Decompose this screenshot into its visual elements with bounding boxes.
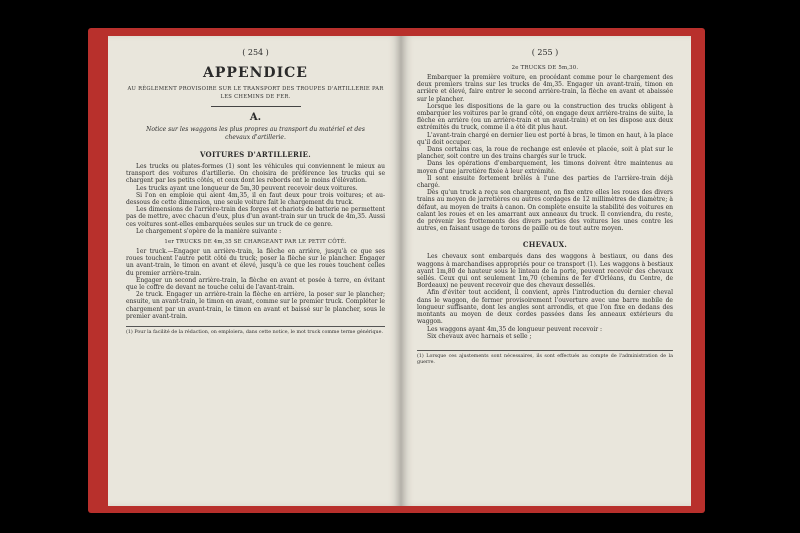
notice-title: Notice sur les waggons les plus propres au transport du matériel et des chevaux d'artillerie. [146,126,365,141]
section-heading: CHEVAUX. [522,240,568,250]
paragraph: 1er truck.—Engager un arrière-train, la flèche en arrière, jusqu'à ce que ses roues touchent l'autre petit côté du truck; poser la flèche sur le plancher. Engager un avant-train, le timon en avant et élevé, jusqu'à ce que les roues touchent celles du premier arrière-train. [126,248,385,277]
paragraph: Lorsque les dispositions de la gare ou la construction des trucks obligent à embarquer les voitures par le grand côté, on engage deux arrière-trains de suite, la flèche en arrière (ou un arrière-train et un avant-train) et on les dispose aux deux extrémités du truck, comme il a été dit plus haut. [417,102,673,132]
paragraph: Dans les opérations d'embarquement, les timons doivent être maintenus au moyen d'une jarretière fixée à leur extrémité. [417,160,673,175]
right-page [401,36,691,506]
paragraph: Afin d'éviter tout accident, il convient, après l'introduction du dernier cheval dans le waggon, de fermer provisoirement l'ouverture avec une barre mobile de longueur suffisante, dont les angles sont arrondis, et que l'on fixe en dedans des montants au moyen de deux cordes passées dans les anneaux extérieurs du waggon. [417,289,673,326]
paragraph: Les waggons ayant 4m,35 de longueur peuvent recevoir : [427,325,603,333]
paragraph: Il sont ensuite fortement brêlés à l'une des parties de l'arrière-train déjà chargé. [417,174,673,190]
section-letter: A. [249,112,262,123]
paragraph: Les trucks ayant une longueur de 5m,30 peuvent recevoir deux voitures. [136,184,358,192]
subheading: 1er TRUCKS DE 4m,35 SE CHARGEANT PAR LE PETIT CÔTÉ. [164,239,347,246]
subtitle: AU RÈGLEMENT PROVISOIRE SUR LE TRANSPORT DES TROUPES D'ARTILLERIE PAR LES CHEMINS DE FER. [127,86,384,100]
page-title: APPENDICE [203,65,308,81]
subheading: 2e TRUCKS DE 5m,30. [511,65,579,71]
paragraph: Les trucks ou plates-formes (1) sont les véhicules qui conviennent le mieux au transport des voitures d'artillerie. On choisira de préférence les trucks qui se chargent par les petits côtés, et ceux dont les rebords ont le moins d'élévation. [126,163,385,185]
page-number: ( 255 ) [531,48,559,57]
paragraph: Embarquer la première voiture, en procédant comme pour le chargement des deux premiers trains sur les trucks de 4m,35. Engager un avant-train, timon en arrière et élevé, faire entrer le second arrière-train, la flèche en avant et abaissée sur le plancher. [417,74,673,103]
paragraph: Les dimensions de l'arrière-train des forges et chariots de batterie ne permettent pas de mettre, avec chacun d'eux, plus d'un avant-train sur un truck de 4m,35. Aussi ces voitures sont-elles embarquées seules sur un truck de ce genre. [126,206,385,228]
paragraph: Dès qu'un truck a reçu son chargement, on fixe entre elles les roues des divers trains au moyen de jarretières ou autres cordages de 12 millimètres de diamètre; à défaut, au moyen de traits à canon. On complète ensuite la stabilité des voitures en calant les roues et en les amarrant aux anneaux du truck. Il conviendra, du reste, de prévenir les frottements des divers parties des voitures les unes contre les autres, en faisant usage de torons de paille ou de tout autre moyen. [417,189,673,233]
left-page [108,36,401,506]
paragraph: Six chevaux avec harnais et selle ; [427,332,532,340]
divider [211,106,301,107]
section-heading: VOITURES D'ARTILLERIE. [199,150,312,159]
paragraph: Si l'on en emploie qui aient 4m,35, il en faut deux pour trois voitures; et au-dessous de cette dimension, une seule voiture fait le chargement du truck. [126,191,385,207]
paragraph: Engager un second arrière-train, la flèche en avant et posée à terre, en évitant que le coffre de devant ne touche celui de l'avant-train. [126,276,385,292]
paragraph: Dans certains cas, la roue de rechange est enlevée et placée, soit à plat sur le plancher, soit contre un des trains chargés sur le truck. [417,146,673,161]
paragraph: L'avant-train chargé en dernier lieu est porté à bras, le timon en haut, à la place qu'il doit occuper. [417,131,673,146]
paragraph: 2e truck. Engager un arrière-train la flèche en arrière, la poser sur le plancher; ensuite, un avant-train, le timon en avant, comme sur le premier truck. Compléter le chargement par un avant-train, le timon en avant et baissé sur le plancher, sous le premier avant-train. [126,291,385,320]
paragraph: Les chevaux sont embarqués dans des waggons à bestiaux, ou dans des waggons à marchandises appropriés pour ce transport (1). Les waggons à bestiaux ayant 1m,80 de hauteur sous le linteau de la porte, peuvent recevoir des chevaux sellés. Ceux qui ont seulement 1m,70 (chemins de fer d'Orléans, du Centre, de Bordeaux) ne peuvent recevoir que des chevaux dessellés. [417,253,673,290]
page-number: ( 254 ) [242,48,269,57]
paragraph: Le chargement s'opère de la manière suivante : [136,227,282,235]
footnote: (1) Lorsque ces ajustements sont nécessaires, ils sont effectués au compte de l'administration de la guerre. [417,350,673,366]
footnote: (1) Pour la facilité de la rédaction, on emploiera, dans cette notice, le mot truck comme terme générique. [126,326,385,336]
